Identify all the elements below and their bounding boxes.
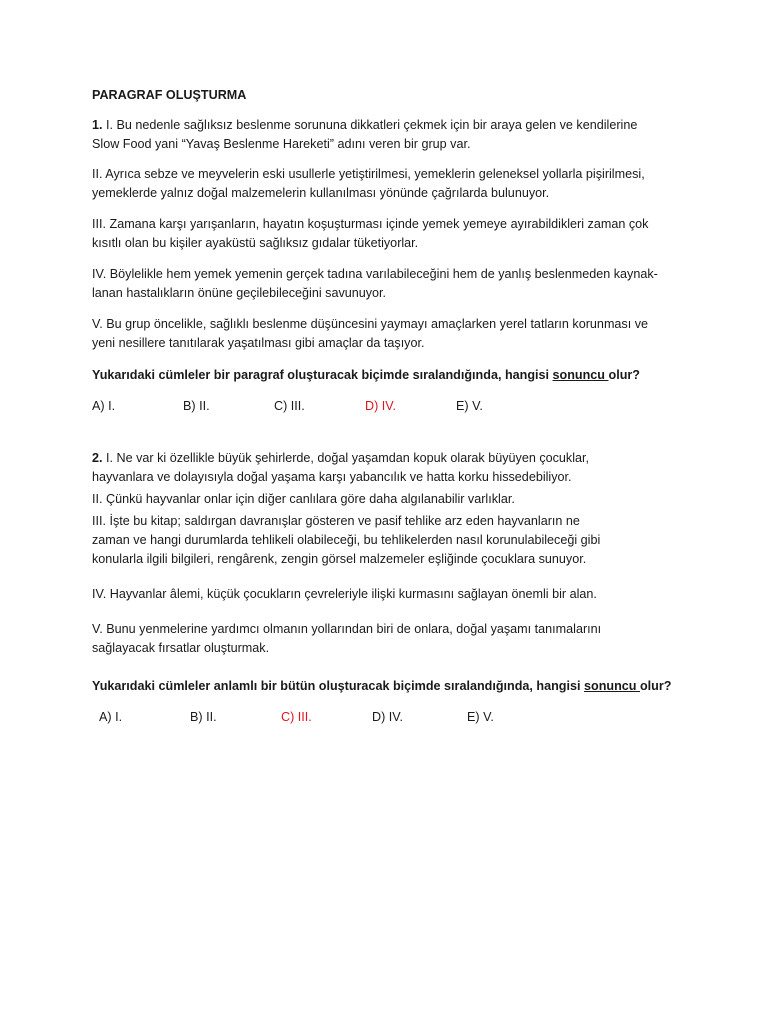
q2-number: 2. bbox=[92, 451, 103, 465]
q2-sentence-4: IV. Hayvanlar âlemi, küçük çocukların çevreleriyle ilişki kurmasını sağlayan önemli bir alan. bbox=[92, 587, 597, 601]
q2-sentence-2: II. Çünkü hayvanlar onlar için diğer canlılara göre daha algılanabilir varlıklar. bbox=[92, 492, 515, 506]
q2-sentence-5: V. Bunu yenmelerine yardımcı olmanın yollarından biri de onlara, doğal yaşamı tanımalarını sağlayacak fırsatlar oluşturmak. bbox=[92, 622, 602, 655]
q1-sentence-1: 1. I. Bu nedenle sağlıksız beslenme sorununa dikkatleri çekmek için bir araya gelen ve kendilerine Slow Food yani “Yavaş Beslenme Hareketi” adını veren bir grup var. bbox=[92, 118, 638, 151]
q1-option-d[interactable]: D) IV. bbox=[365, 399, 397, 413]
q1-option-c[interactable]: C) III. bbox=[274, 399, 305, 413]
q2-option-d[interactable]: D) IV. bbox=[372, 710, 404, 724]
q1-key-word: sonuncu bbox=[552, 368, 609, 382]
q2-option-e[interactable]: E) V. bbox=[467, 710, 494, 724]
q1-sentence-2: II. Ayrıca sebze ve meyvelerin eski usullerle yetiştirilmesi, yemeklerin geleneksel yollarla pişirilmesi, yemeklerde yalnız doğal malzemelerin kullanılması yönünde çağrılarda bulunuyor. bbox=[92, 167, 645, 200]
q2-option-b[interactable]: B) II. bbox=[190, 710, 217, 724]
q2-option-a[interactable]: A) I. bbox=[99, 710, 123, 724]
q1-question: Yukarıdaki cümleler bir paragraf oluşturacak biçimde sıralandığında, hangisi sonuncu olur? bbox=[92, 368, 640, 382]
q1-option-b[interactable]: B) II. bbox=[183, 399, 210, 413]
q2-key-word: sonuncu bbox=[584, 679, 640, 693]
q1-sentence-3: III. Zamana karşı yarışanların, hayatın koşuşturması içinde yemek yemeye ayırabildikleri zaman çok kısıtlı olan bu kişiler ayaküstü sağlıksız gıdalar tüketiyorlar. bbox=[92, 217, 649, 250]
q1-option-e[interactable]: E) V. bbox=[456, 399, 483, 413]
q2-sentence-3: III. İşte bu kitap; saldırgan davranışlar gösteren ve pasif tehlike arz eden hayvanların ne zaman ve hangi durumlarda tehlikeli olabileceği, bu tehlikelerden nasıl korunulabileceği gibi konularla ilgili bilgileri, rengârenk, zengin görsel malzemeler eşliğinde çocuklara sunuyor. bbox=[92, 514, 601, 566]
page-title: PARAGRAF OLUŞTURMA bbox=[92, 88, 247, 102]
q1-sentence-4: IV. Böylelikle hem yemek yemenin gerçek tadına varılabileceğini hem de yanlış beslenmeden kaynak- lanan hastalıkların önüne geçilebileceğini savunuyor. bbox=[92, 267, 658, 300]
q2-question: Yukarıdaki cümleler anlamlı bir bütün oluşturacak biçimde sıralandığında, hangisi sonuncu olur? bbox=[92, 679, 672, 693]
q1-sentence-5: V. Bu grup öncelikle, sağlıklı beslenme düşüncesini yaymayı amaçlarken yerel tatların korunması ve yeni nesillere tanıtılarak yaşatılması gibi amaçlar da taşıyor. bbox=[92, 317, 649, 350]
q2-option-c[interactable]: C) III. bbox=[281, 710, 312, 724]
q1-number: 1. bbox=[92, 118, 103, 132]
q2-sentence-1: 2. I. Ne var ki özellikle büyük şehirlerde, doğal yaşamdan kopuk olarak büyüyen çocuklar, hayvanlara ve dolayısıyla doğal yaşama karşı yabancılık ve hatta korku hissedebiliyor. bbox=[92, 451, 590, 484]
q1-option-a[interactable]: A) I. bbox=[92, 399, 116, 413]
